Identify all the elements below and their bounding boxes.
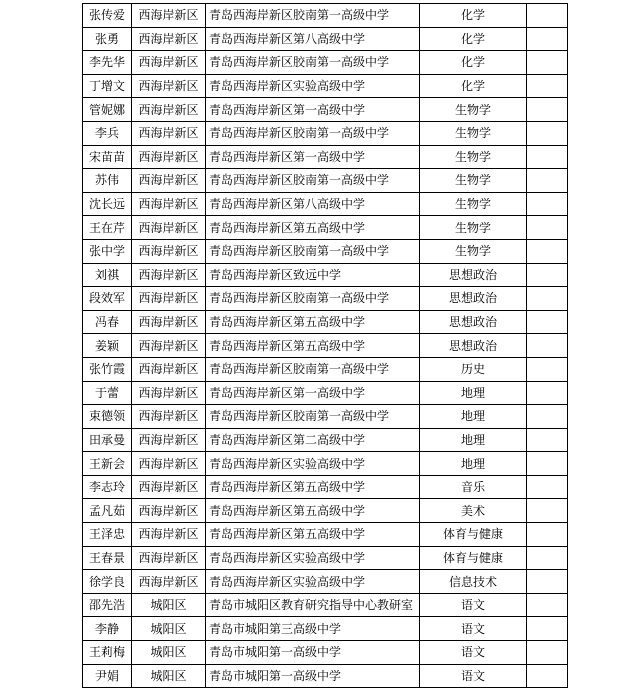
teacher-name-cell: 束德领: [83, 405, 132, 429]
table-row: [83, 121, 568, 145]
teacher-name-cell: 王新会: [83, 452, 132, 476]
school-cell: 青岛市城阳区教育研究指导中心教研室: [206, 593, 420, 617]
district-cell: 西海岸新区: [132, 4, 206, 28]
table-row: [83, 475, 568, 499]
school-cell: 青岛西海岸新区实验高级中学: [206, 74, 420, 98]
teacher-name-cell: 田承曼: [83, 428, 132, 452]
district-cell: 西海岸新区: [132, 27, 206, 51]
subject-cell: 生物学: [420, 145, 527, 169]
teacher-name-cell: 李先华: [83, 51, 132, 75]
subject-cell: 化学: [420, 74, 527, 98]
table-row: [83, 499, 568, 523]
school-cell: 青岛市城阳第一高级中学: [206, 664, 420, 688]
subject-cell: 生物学: [420, 239, 527, 263]
teacher-name-cell: 管妮娜: [83, 98, 132, 122]
school-cell: 青岛西海岸新区胶南第一高级中学: [206, 121, 420, 145]
teacher-name-cell: 王春景: [83, 546, 132, 570]
empty-cell: [527, 263, 568, 287]
table-row: [83, 51, 568, 75]
table-row: [83, 287, 568, 311]
table-row: [83, 452, 568, 476]
empty-cell: [527, 523, 568, 547]
school-cell: 青岛西海岸新区第一高级中学: [206, 98, 420, 122]
empty-cell: [527, 570, 568, 594]
school-cell: 青岛西海岸新区第一高级中学: [206, 381, 420, 405]
empty-cell: [527, 74, 568, 98]
district-cell: 城阳区: [132, 641, 206, 665]
district-cell: 西海岸新区: [132, 98, 206, 122]
empty-cell: [527, 381, 568, 405]
teacher-name-cell: 李静: [83, 617, 132, 641]
empty-cell: [527, 239, 568, 263]
teacher-name-cell: 徐学良: [83, 570, 132, 594]
subject-cell: 思想政治: [420, 310, 527, 334]
table-row: [83, 428, 568, 452]
empty-cell: [527, 216, 568, 240]
table-row: [83, 239, 568, 263]
school-cell: 青岛西海岸新区胶南第一高级中学: [206, 405, 420, 429]
school-cell: 青岛西海岸新区致远中学: [206, 263, 420, 287]
subject-cell: 化学: [420, 4, 527, 28]
subject-cell: 化学: [420, 27, 527, 51]
district-cell: 西海岸新区: [132, 145, 206, 169]
teacher-name-cell: 沈长远: [83, 192, 132, 216]
table-row: [83, 27, 568, 51]
table-row: [83, 664, 568, 688]
empty-cell: [527, 641, 568, 665]
subject-cell: 语文: [420, 593, 527, 617]
subject-cell: 思想政治: [420, 263, 527, 287]
empty-cell: [527, 405, 568, 429]
subject-cell: 语文: [420, 664, 527, 688]
teacher-name-cell: 邵先浩: [83, 593, 132, 617]
teacher-name-cell: 姜颖: [83, 334, 132, 358]
table-row: [83, 4, 568, 28]
district-cell: 西海岸新区: [132, 570, 206, 594]
empty-cell: [527, 121, 568, 145]
school-cell: 青岛西海岸新区第八高级中学: [206, 27, 420, 51]
district-cell: 西海岸新区: [132, 263, 206, 287]
teacher-name-cell: 张中学: [83, 239, 132, 263]
district-cell: 西海岸新区: [132, 310, 206, 334]
subject-cell: 地理: [420, 452, 527, 476]
empty-cell: [527, 51, 568, 75]
teacher-name-cell: 王在芹: [83, 216, 132, 240]
school-cell: 青岛市城阳第一高级中学: [206, 641, 420, 665]
district-cell: 西海岸新区: [132, 428, 206, 452]
subject-cell: 化学: [420, 51, 527, 75]
teacher-name-cell: 刘祺: [83, 263, 132, 287]
subject-cell: 音乐: [420, 475, 527, 499]
school-cell: 青岛市城阳第三高级中学: [206, 617, 420, 641]
empty-cell: [527, 452, 568, 476]
subject-cell: 体育与健康: [420, 546, 527, 570]
teacher-name-cell: 段效军: [83, 287, 132, 311]
empty-cell: [527, 357, 568, 381]
subject-cell: 语文: [420, 617, 527, 641]
teacher-roster-table: [82, 3, 568, 688]
school-cell: 青岛西海岸新区第五高级中学: [206, 499, 420, 523]
empty-cell: [527, 499, 568, 523]
district-cell: 西海岸新区: [132, 74, 206, 98]
teacher-name-cell: 李志玲: [83, 475, 132, 499]
district-cell: 西海岸新区: [132, 452, 206, 476]
district-cell: 西海岸新区: [132, 239, 206, 263]
school-cell: 青岛西海岸新区胶南第一高级中学: [206, 51, 420, 75]
district-cell: 西海岸新区: [132, 475, 206, 499]
empty-cell: [527, 145, 568, 169]
teacher-name-cell: 苏伟: [83, 169, 132, 193]
district-cell: 西海岸新区: [132, 121, 206, 145]
school-cell: 青岛西海岸新区第八高级中学: [206, 192, 420, 216]
teacher-name-cell: 李兵: [83, 121, 132, 145]
subject-cell: 生物学: [420, 98, 527, 122]
school-cell: 青岛西海岸新区胶南第一高级中学: [206, 357, 420, 381]
subject-cell: 生物学: [420, 216, 527, 240]
school-cell: 青岛西海岸新区胶南第一高级中学: [206, 239, 420, 263]
school-cell: 青岛西海岸新区第二高级中学: [206, 428, 420, 452]
school-cell: 青岛西海岸新区实验高级中学: [206, 570, 420, 594]
table-row: [83, 263, 568, 287]
subject-cell: 信息技术: [420, 570, 527, 594]
table-row: [83, 98, 568, 122]
teacher-name-cell: 张传爱: [83, 4, 132, 28]
table-row: [83, 74, 568, 98]
district-cell: 西海岸新区: [132, 216, 206, 240]
school-cell: 青岛西海岸新区胶南第一高级中学: [206, 287, 420, 311]
table-row: [83, 546, 568, 570]
empty-cell: [527, 287, 568, 311]
district-cell: 西海岸新区: [132, 192, 206, 216]
district-cell: 西海岸新区: [132, 523, 206, 547]
table-row: [83, 334, 568, 358]
table-row: [83, 357, 568, 381]
teacher-name-cell: 丁增文: [83, 74, 132, 98]
school-cell: 青岛西海岸新区胶南第一高级中学: [206, 4, 420, 28]
subject-cell: 美术: [420, 499, 527, 523]
subject-cell: 地理: [420, 381, 527, 405]
district-cell: 西海岸新区: [132, 51, 206, 75]
empty-cell: [527, 475, 568, 499]
teacher-name-cell: 张勇: [83, 27, 132, 51]
empty-cell: [527, 4, 568, 28]
table-row: [83, 310, 568, 334]
district-cell: 城阳区: [132, 617, 206, 641]
table-row: [83, 570, 568, 594]
table-row: [83, 145, 568, 169]
teacher-name-cell: 于蕾: [83, 381, 132, 405]
subject-cell: 思想政治: [420, 334, 527, 358]
teacher-name-cell: 张竹霞: [83, 357, 132, 381]
empty-cell: [527, 428, 568, 452]
school-cell: 青岛西海岸新区实验高级中学: [206, 452, 420, 476]
table-row: [83, 641, 568, 665]
school-cell: 青岛西海岸新区第五高级中学: [206, 523, 420, 547]
teacher-name-cell: 尹娟: [83, 664, 132, 688]
school-cell: 青岛西海岸新区第五高级中学: [206, 334, 420, 358]
empty-cell: [527, 169, 568, 193]
teacher-name-cell: 王莉梅: [83, 641, 132, 665]
district-cell: 西海岸新区: [132, 287, 206, 311]
subject-cell: 语文: [420, 641, 527, 665]
district-cell: 西海岸新区: [132, 334, 206, 358]
table-row: [83, 523, 568, 547]
empty-cell: [527, 617, 568, 641]
district-cell: 西海岸新区: [132, 357, 206, 381]
subject-cell: 生物学: [420, 192, 527, 216]
empty-cell: [527, 310, 568, 334]
empty-cell: [527, 27, 568, 51]
school-cell: 青岛西海岸新区第五高级中学: [206, 310, 420, 334]
empty-cell: [527, 98, 568, 122]
school-cell: 青岛西海岸新区实验高级中学: [206, 546, 420, 570]
subject-cell: 地理: [420, 428, 527, 452]
empty-cell: [527, 192, 568, 216]
district-cell: 西海岸新区: [132, 405, 206, 429]
table-row: [83, 169, 568, 193]
teacher-name-cell: 冯春: [83, 310, 132, 334]
empty-cell: [527, 664, 568, 688]
table-row: [83, 216, 568, 240]
table-row: [83, 617, 568, 641]
subject-cell: 思想政治: [420, 287, 527, 311]
school-cell: 青岛西海岸新区第五高级中学: [206, 216, 420, 240]
district-cell: 西海岸新区: [132, 546, 206, 570]
school-cell: 青岛西海岸新区第一高级中学: [206, 145, 420, 169]
table-row: [83, 593, 568, 617]
district-cell: 城阳区: [132, 593, 206, 617]
roster-table-body: [83, 4, 568, 688]
district-cell: 城阳区: [132, 664, 206, 688]
school-cell: 青岛西海岸新区第五高级中学: [206, 475, 420, 499]
subject-cell: 生物学: [420, 169, 527, 193]
district-cell: 西海岸新区: [132, 499, 206, 523]
empty-cell: [527, 546, 568, 570]
subject-cell: 地理: [420, 405, 527, 429]
teacher-name-cell: 宋苗苗: [83, 145, 132, 169]
district-cell: 西海岸新区: [132, 169, 206, 193]
empty-cell: [527, 593, 568, 617]
table-row: [83, 405, 568, 429]
empty-cell: [527, 334, 568, 358]
subject-cell: 体育与健康: [420, 523, 527, 547]
district-cell: 西海岸新区: [132, 381, 206, 405]
subject-cell: 生物学: [420, 121, 527, 145]
teacher-name-cell: 孟凡茹: [83, 499, 132, 523]
school-cell: 青岛西海岸新区胶南第一高级中学: [206, 169, 420, 193]
table-row: [83, 192, 568, 216]
subject-cell: 历史: [420, 357, 527, 381]
teacher-name-cell: 王泽忠: [83, 523, 132, 547]
table-row: [83, 381, 568, 405]
